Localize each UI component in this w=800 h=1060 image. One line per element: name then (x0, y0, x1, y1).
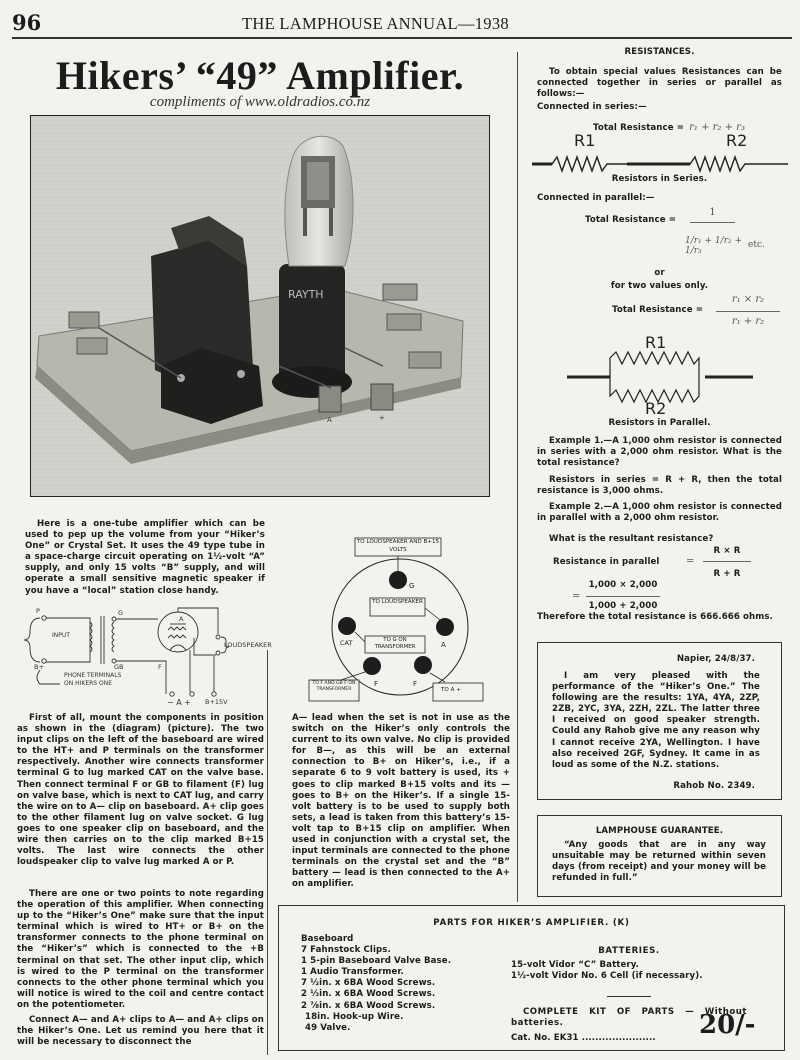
schematic-label-p: P (36, 607, 40, 615)
assembly-paragraph: First of all, mount the components in position as shown in the (diagram) (picture). The two input clips on the left of the baseboard are wired to the HT+ and P terminals on the transformer respectively. Another wire connects transformer terminal G to lug marked CAT on the valve base. Then connect terminal F or GB to filament (F) lug on valve base, which is next to CAT lug, and carry the wire on to A— clip on baseboard. A+ clip goes to the other filament lug on valve socket. G lug goes to one speaker clip on baseboard, and the wire then carries on to the clip marked B+15 volts. The last wire connects the other loudspeaker clip to valve lug marked A or P. (17, 713, 264, 868)
terminal-plus-label: + (379, 414, 385, 422)
parallel-caption: Resistors in Parallel. (608, 418, 711, 428)
resistances-heading: RESISTANCES. (624, 47, 695, 57)
label-to-loudspeaker: TO LOUDSPEAKER (372, 599, 423, 605)
fraction-bar (703, 561, 751, 562)
fraction-bar (690, 222, 735, 223)
battery-item: 15-volt Vidor “C” Battery. (511, 960, 640, 970)
series-resistor-drawing (530, 130, 792, 176)
pin-g-label: G (409, 582, 415, 590)
schematic-label-on-hikers-one: ON HIKERS ONE (64, 680, 113, 687)
intro-paragraph: Here is a one-tube amplifier which can be used to pep up the volume from your “Hiker’s One” or Crystal Set. It uses the 49 type tube in a space-charge circuit operating on 1½-volt “A” supply, and only 15 volts “B” supply, and will operate a small sensitive magnetic speaker if you have a “local” station close handy. (25, 519, 265, 596)
running-head: THE LAMPHOUSE ANNUAL—1938 (242, 14, 509, 33)
calc2-equals: = (572, 591, 581, 602)
parts-item: Baseboard (301, 934, 354, 944)
parts-item: 18in. Hook-up Wire. (305, 1011, 404, 1022)
parts-heading: PARTS FOR HIKER’S AMPLIFIER. (K) (433, 918, 630, 928)
tube-brand-label: RAYTH (288, 288, 324, 301)
batteries-list (511, 960, 703, 982)
catalog-number: Cat. No. EK31 ...................... (511, 1033, 656, 1043)
divider (607, 996, 651, 997)
schematic-label-b-plus-15: B+15V (205, 698, 228, 706)
pin-a-label: A (441, 641, 446, 649)
series-resistor-diagram (530, 130, 792, 176)
valve-socket-diagram (285, 530, 525, 710)
terminal-a-label: A (327, 416, 332, 424)
credit-line: compliments of www.oldradios.co.nz (149, 94, 371, 110)
schematic-label-f: F (158, 663, 162, 671)
parallel-formula-label: Total Resistance = (585, 215, 677, 225)
connection-paragraph: Connect A— and A+ clips to A— and A+ clips on the Hiker’s One. Let us remind you here that it will be necessary to disconnect the (17, 1015, 264, 1048)
parts-item: 49 Valve. (305, 1022, 351, 1033)
parallel-resistor-drawing (565, 330, 755, 420)
column-divider (517, 52, 518, 902)
label-to-f-gb: TO F AND GB F ON TRANSFORMER (312, 681, 356, 693)
schematic-label-phone-terminals: PHONE TERMINALS (64, 672, 122, 679)
label-to-a-plus: TO A + (441, 687, 461, 693)
series-r1-label: R1 (574, 131, 596, 150)
parts-item: 2 ⅞in. x 6BA Wood Screws. (301, 1000, 436, 1011)
two-formula-denominator: r₁ + r₂ (731, 316, 765, 327)
batteries-heading: BATTERIES. (598, 946, 660, 956)
series-caption: Resistors in Series. (611, 174, 708, 184)
schematic-label-gb: GB (114, 663, 124, 671)
schematic-label-input: INPUT (52, 632, 70, 639)
question-2: What is the resultant resistance? (549, 534, 714, 544)
pin-cat-label: CAT (340, 639, 353, 647)
parallel-r1-label: R1 (645, 333, 667, 352)
parallel-label: Connected in parallel:— (537, 193, 655, 203)
pin-f-right-label: F (413, 680, 418, 688)
guarantee-box (537, 815, 782, 897)
parts-item: 1 5-pin Baseboard Valve Base. (301, 956, 452, 967)
example-2: Example 2.—A 1,000 ohm resistor is connected in parallel with a 2,000 ohm resistor. (537, 502, 782, 524)
parallel-denominator: 1/r₁ + 1/r₂ + 1/r₃ (685, 236, 743, 256)
parts-items-list (301, 934, 501, 1034)
series-formula-label: Total Resistance = (593, 123, 685, 133)
circuit-schematic-drawing (18, 606, 266, 708)
complete-kit-line: COMPLETE KIT OF PARTS — Without batteries. (511, 1007, 747, 1029)
schematic-label-g: G (118, 609, 124, 617)
continued-paragraph: A— lead when the set is not in use as the switch on the Hiker’s only controls the current to its own valve. No clip is provided for B—, as this will be an external connection to B+ on Hiker’s, i.e., if a separate 6 to 9 volt battery is used, its + goes to clip marked B+15 volts and its — goes to B+ on the Hiker’s. If a single 15-volt battery is to be used to supply both sets, a lead is taken from this battery’s 15-volt tap to B+15 clip on amplifier. When used in conjunction with a crystal set, the input terminals are connected to the phone terminals on the crystal set and the “B” battery — lead is then connected to the A+ on amplifier. (292, 713, 510, 890)
calc-denominator: R + R (713, 569, 741, 579)
calc-label: Resistance in parallel (553, 557, 660, 567)
parallel-etc: etc. (748, 240, 765, 250)
answer-1: Resistors in series = R + R, then the total resistance is 3,000 ohms. (537, 475, 782, 497)
operation-paragraph: There are one or two points to note regarding the operation of this amplifier. When connecting up to the “Hiker’s One” make sure that the input terminal which is wired to HT+ or B+ on the transformer connects to the phone terminal on the “Hiker’s” which is connected to the +B terminal on that set. The other input clip, which is wired to the P terminal on the transformer connects to the other phone terminal which you will notice is wired to the coil and centre contact on the potentiometer. (17, 889, 264, 1010)
series-r2-label: R2 (726, 131, 748, 150)
two-formula-label: Total Resistance = (612, 305, 704, 315)
letter-dateline: Napier, 24/8/37. (676, 654, 755, 664)
letter-signature: Rahob No. 2349. (673, 781, 755, 791)
parallel-r2-label: R2 (645, 399, 667, 418)
header-rule (12, 37, 792, 39)
schematic-label-loudspeaker: LOUDSPEAKER (224, 641, 272, 649)
column-divider (267, 650, 268, 1055)
schematic-label-a: A (179, 615, 184, 623)
kit-price: 20/- (699, 1010, 756, 1040)
conclusion: Therefore the total resistance is 666.666 ohms. (537, 612, 773, 622)
parts-item: 2 ⅓in. x 6BA Wood Screws. (301, 989, 436, 1000)
resistances-intro: To obtain special values Resistances can be connected together in series or parallel as follows:— (537, 67, 782, 100)
parts-list-box (278, 905, 785, 1051)
calc2-numerator: 1,000 × 2,000 (588, 580, 658, 590)
amplifier-photo-illustration (31, 116, 490, 497)
schematic-label-b-plus: B+ (34, 663, 44, 671)
parallel-resistor-diagram (565, 330, 755, 420)
calc-equals: = (686, 556, 695, 567)
reader-letter-box (537, 642, 782, 800)
circuit-schematic (18, 606, 272, 708)
or-label: or (654, 268, 665, 278)
valve-socket-drawing (285, 530, 525, 710)
calc2-denominator: 1,000 + 2,000 (588, 601, 658, 611)
article-title: Hikers’ “49” Amplifier. (55, 53, 465, 98)
label-to-g-on-transformer: TO G ON TRANSFORMER (374, 637, 416, 651)
battery-item: 1½-volt Vidor No. 6 Cell (if necessary). (511, 971, 703, 982)
series-formula-expression: r₁ + r₂ + r₃ (689, 122, 745, 133)
two-formula-numerator: r₁ × r₂ (731, 294, 765, 305)
guarantee-heading: LAMPHOUSE GUARANTEE. (595, 826, 724, 836)
parallel-numerator: 1 (709, 207, 716, 218)
guarantee-body: “Any goods that are in any way unsuitable may be returned within seven days (from receipt) and your money will be refunded in full.” (552, 840, 766, 884)
series-label: Connected in series:— (537, 102, 647, 112)
fraction-bar (586, 596, 660, 597)
parts-item: 7 Fahnstock Clips. (301, 945, 391, 956)
schematic-label-a-supply: − A + (167, 698, 191, 707)
letter-body: I am very pleased with the performance of the “Hiker’s One.” The following are the results: 1YA, 4YA, 2ZP, 2ZB, 2YC, 3YA, 2ZH, 2ZL. The latter three I received on good speaker strength. Could any Rahob give me any reason why I cannot receive 2YA, Wellington. I have also received 2GF, Sydney. It came in as loud as some of the N.Z. stations. (552, 671, 760, 770)
fraction-bar (716, 311, 780, 312)
pin-f-left-label: F (374, 680, 379, 688)
two-values-label: for two values only. (610, 281, 709, 291)
example-1: Example 1.—A 1,000 ohm resistor is connected in series with a 2,000 ohm resistor. What is the total resistance? (537, 436, 782, 469)
parts-item: 7 ½in. x 6BA Wood Screws. (301, 978, 436, 989)
page-number: 96 (12, 10, 42, 35)
label-to-loudspeaker-b15: TO LOUDSPEAKER AND B+15 VOLTS (356, 539, 440, 553)
parts-item: 1 Audio Transformer. (301, 967, 404, 978)
amplifier-photo (30, 115, 490, 497)
calc-numerator: R × R (713, 546, 741, 556)
